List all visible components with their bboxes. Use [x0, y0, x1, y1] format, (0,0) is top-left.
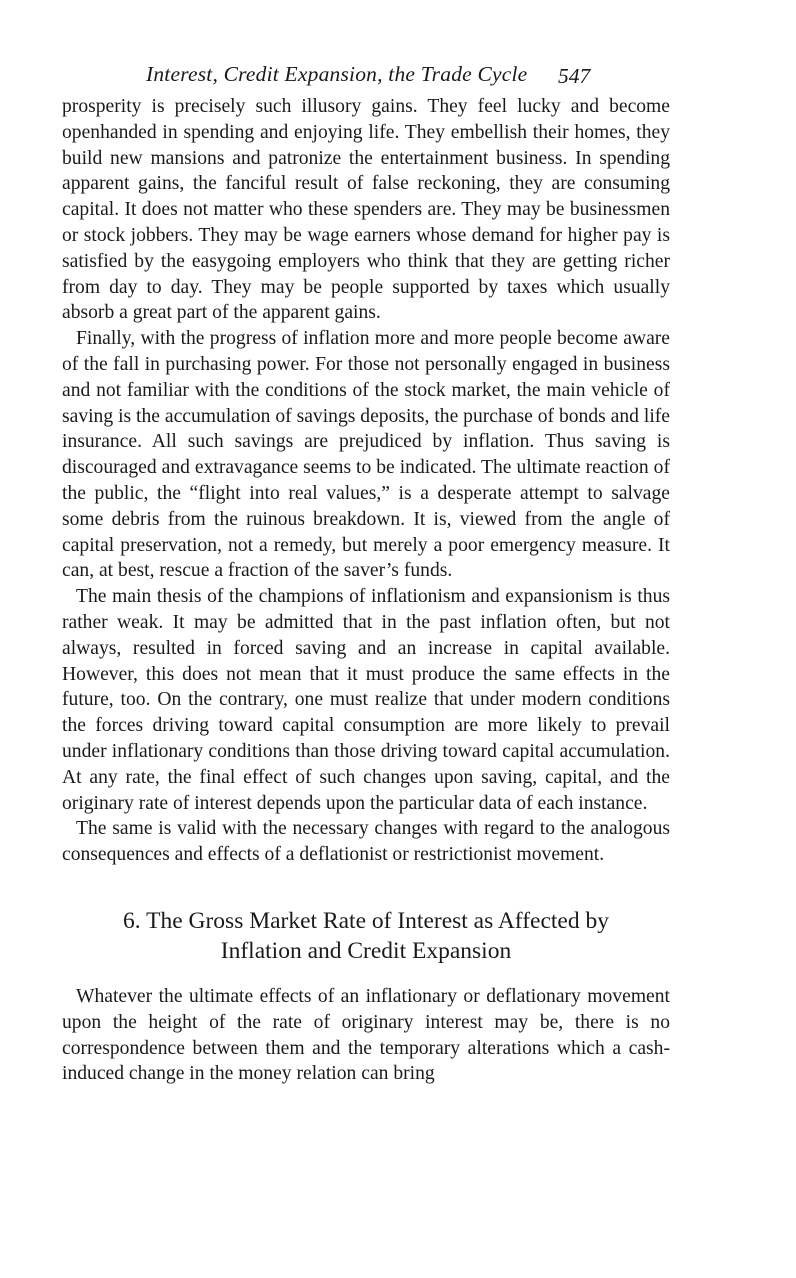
paragraph: The main thesis of the champions of inflationism and expansionism is thus rather weak. It may be admitted that in the past inflation often, but not always, resulted in forced saving and an increase in capital available. However, this does not mean that it must produce the same effects in the future, too. On the contrary, one must realize that under modern conditions the forces driving toward capital consumption are more likely to prevail under inflationary conditions than those driving toward capital accumulation. At any rate, the final effect of such changes upon saving, capital, and the originary rate of interest depends upon the particular data of each instance. [62, 586, 670, 814]
page-number: 547 [558, 64, 591, 88]
running-title: Interest, Credit Expansion, the Trade Cycle [146, 62, 528, 86]
paragraph: Finally, with the progress of inflation more and more people become aware of the fall in purchasing power. For those not personally engaged in business and not familiar with the conditions of the stock market, the main vehicle of saving is the accumulation of savings deposits, the purchase of bonds and life insurance. All such savings are prejudiced by inflation. Thus saving is discouraged and extravagance seems to be indicated. The ultimate reaction of the public, the “flight into real values,” is a desperate attempt to salvage some debris from the ruinous breakdown. It is, viewed from the angle of capital preservation, not a remedy, but merely a poor emergency measure. It can, at best, rescue a fraction of the saver’s funds. [62, 328, 670, 582]
section-heading-line-2: Inflation and Credit Expansion [220, 937, 512, 964]
section-heading-line-1: 6. The Gross Market Rate of Interest as Affected by [123, 907, 609, 934]
paragraph-continued: prosperity is precisely such illusory gains. They feel lucky and become openhanded in spending and enjoying life. They embellish their homes, they build new mansions and patronize the entertainment business. In spending apparent gains, the fanciful result of false reckoning, they are consuming capital. It does not matter who these spenders are. They may be businessmen or stock jobbers. They may be wage earners whose demand for higher pay is satisfied by the easygoing employers who think that they are getting richer from day to day. They may be people supported by taxes which usually absorb a great part of the apparent gains. [62, 96, 670, 324]
running-header [62, 58, 670, 94]
book-page [62, 58, 670, 1087]
paragraph: The same is valid with the necessary changes with regard to the analogous consequences and effects of a deflationist or restrictionist movement. [62, 818, 670, 866]
section-paragraph: Whatever the ultimate effects of an inflationary or deflationary movement upon the height of the rate of originary interest may be, there is no correspondence between them and the temporary alterations which a cash-induced change in the money relation can bring [62, 985, 670, 1085]
section-heading [62, 906, 670, 966]
